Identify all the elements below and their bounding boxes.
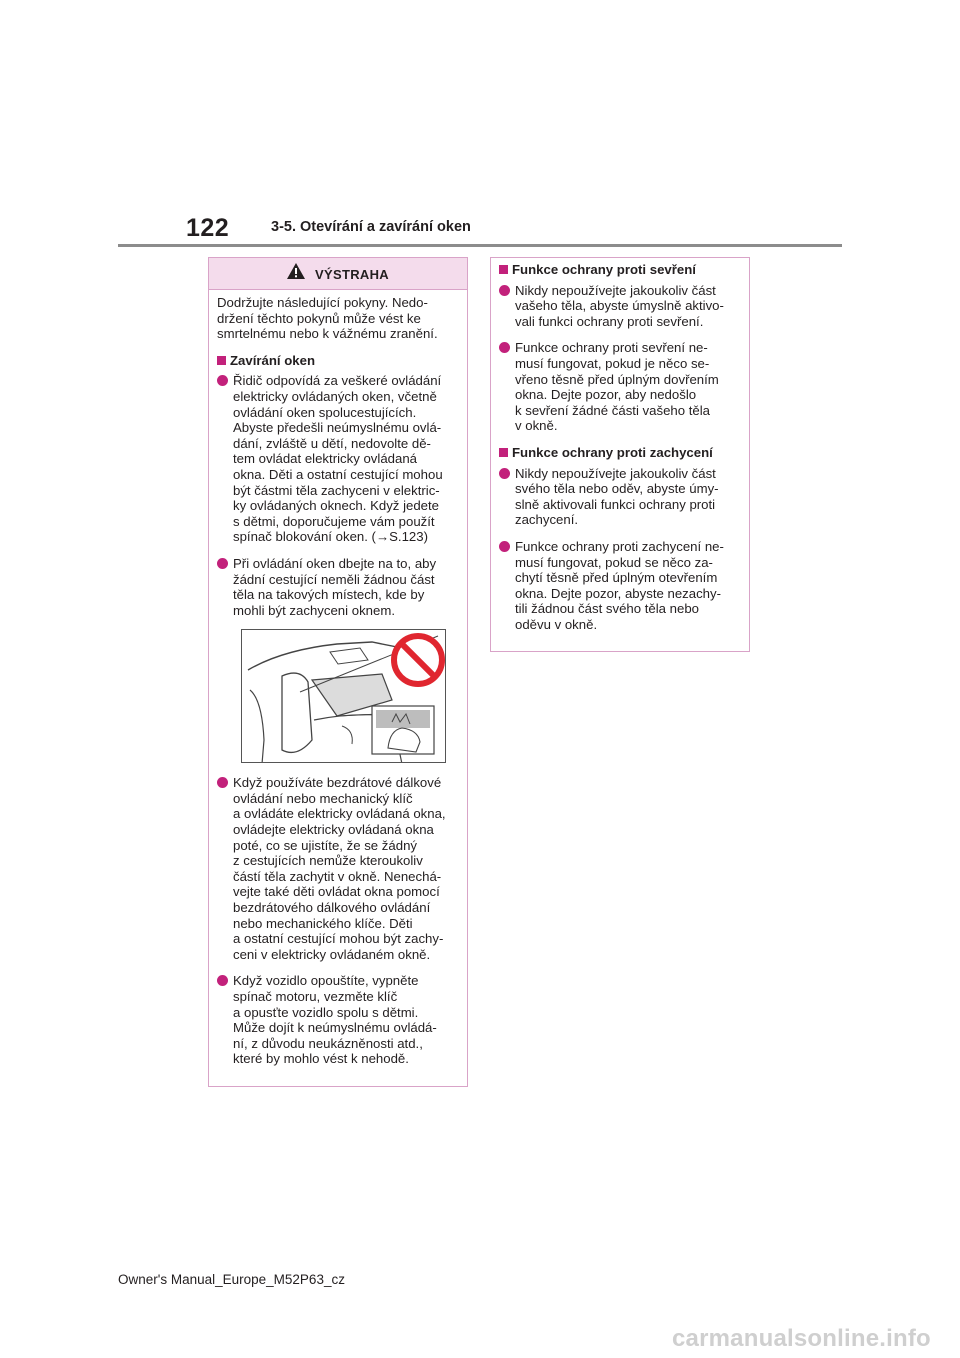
warning-box-left (208, 257, 468, 1087)
round-bullet-icon (499, 342, 510, 353)
round-bullet-icon (217, 558, 228, 569)
bullet-text: Funkce ochrany proti zachycení ne- musí fungovat, pokud se něco za- chytí těsně před úplným otevřením okna. Dejte pozor, abyste nezachy- tili žádnou část svého těla nebo oděvu v okně. (515, 538, 724, 632)
round-bullet-icon (217, 375, 228, 386)
heading-text: Funkce ochrany proti sevření (512, 262, 696, 277)
bullet-text: Funkce ochrany proti sevření ne- musí fungovat, pokud je něco se- vřeno těsně před úplným dovřením okna. Dejte pozor, aby nedošlo k sevření žádné části vašeho těla v okně. (515, 340, 719, 434)
list-item (499, 539, 749, 633)
watermark: carmanualsonline.info (672, 1325, 931, 1352)
bullet-text: Při ovládání oken dbejte na to, aby žádní cestující neměli žádnou část těla na takových místech, kde by mohli být zachyceni oknem. (233, 555, 437, 618)
section-heading (217, 353, 467, 369)
warning-lead-text: Dodržujte následující pokyny. Nedo- držení těchto pokynů může vést ke smrtelnému nebo k vážnému zranění. (217, 295, 438, 342)
list-item (217, 775, 467, 962)
round-bullet-icon (499, 541, 510, 552)
list-item (499, 283, 749, 330)
list-item (499, 466, 749, 528)
bullet-text: Nikdy nepoužívejte jakoukoliv část vašeho těla, abyste úmyslně aktivo- vali funkci ochrany proti sevření. (515, 282, 724, 329)
bullet-text: Když vozidlo opouštíte, vypněte spínač motoru, vezměte klíč a opusťte vozidlo spolu s dětmi. Může dojít k neúmyslnému ovládá- ní, z důvodu neukázněnosti atd., které by mohlo vést k nehodě. (233, 973, 437, 1067)
window-pinch-illustration (241, 629, 446, 763)
heading-text: Zavírání oken (230, 352, 316, 368)
square-bullet-icon (217, 356, 226, 365)
round-bullet-icon (217, 975, 228, 986)
section-heading (499, 262, 749, 278)
square-bullet-icon (499, 265, 508, 274)
warning-box-right (490, 257, 750, 652)
round-bullet-icon (217, 777, 228, 788)
bullet-text: Řidič odpovídá za veškeré ovládání elektricky ovládaných oken, včetně ovládání oken spolucestujících. Abyste předešli neúmyslnému ovlá- dání, zvláště u dětí, nedovolte dě- tem ovládat elektricky ovládaná okna. Děti a ostatní cestující mohou být částmi těla zachyceni v elektric- ky ovládaných oknech. Když jedete s dětmi, doporučujeme vám použít spínač blokování oken. (→S.123) (233, 373, 443, 545)
warning-title: VÝSTRAHA (315, 266, 389, 282)
warning-header (209, 258, 467, 290)
section-title: 3-5. Otevírání a zavírání oken (271, 219, 471, 235)
header-divider (118, 244, 842, 247)
bullet-text: Když používáte bezdrátové dálkové ovládání nebo mechanický klíč a ovládáte elektricky ovládaná okna, ovládejte elektricky ovládaná okna poté, co se ujistíte, že se žádný z cestujících nemůže kteroukoliv částí těla zachytit v okně. Nenechá- vejte také děti ovládat okna pomocí bezdrátového dálkového ovládání nebo mechanického klíče. Děti a ostatní cestující mohou být zachy- ceni v elektricky ovládaném okně. (233, 775, 446, 962)
heading-text: Funkce ochrany proti zachycení (512, 444, 713, 460)
section-heading (499, 445, 749, 461)
list-item (499, 340, 749, 434)
square-bullet-icon (499, 448, 508, 457)
footer-document-id: Owner's Manual_Europe_M52P63_cz (118, 1272, 345, 1287)
warning-triangle-icon (287, 263, 305, 284)
round-bullet-icon (499, 285, 510, 296)
list-item (217, 556, 467, 618)
list-item (217, 373, 467, 545)
round-bullet-icon (499, 468, 510, 479)
list-item (217, 973, 467, 1067)
bullet-text: Nikdy nepoužívejte jakoukoliv část svého těla nebo oděv, abyste úmy- slně aktivovali funkci ochrany proti zachycení. (515, 465, 719, 528)
page-number: 122 (186, 214, 230, 242)
